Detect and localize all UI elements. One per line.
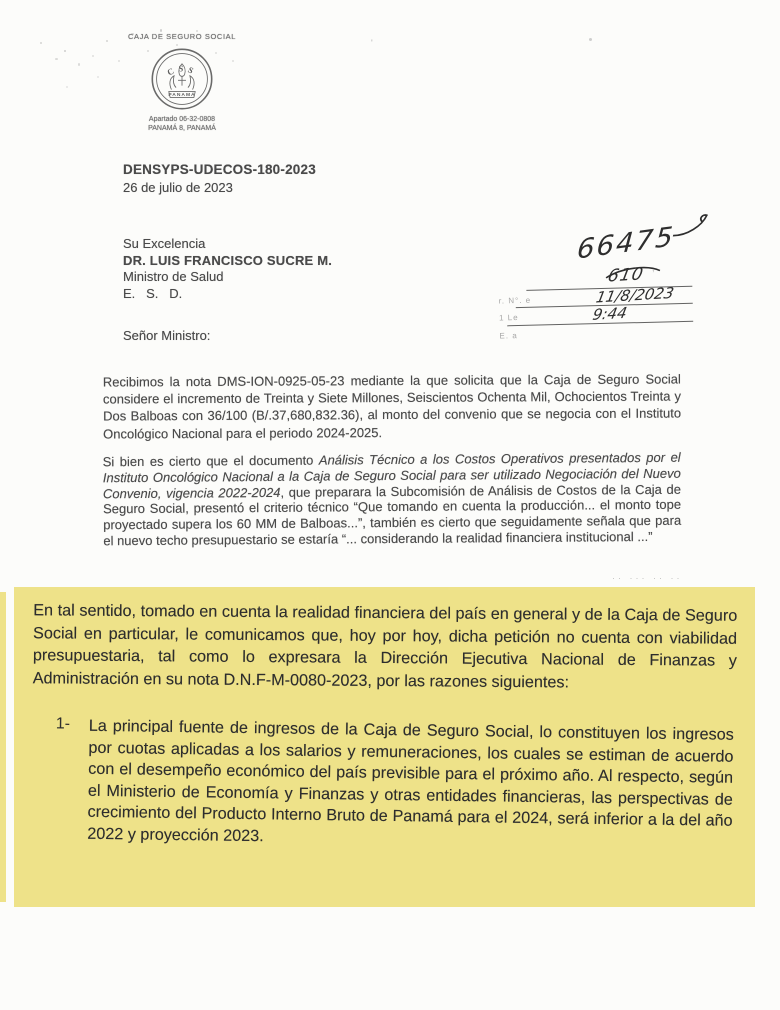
speckle [106, 40, 108, 42]
svg-text:CSS [165, 63, 198, 77]
recipient-esd: E. S. D. [123, 285, 183, 301]
stamp-value-1: 610 [606, 264, 646, 287]
speckle [64, 50, 66, 52]
highlight-list-item-1 [32, 715, 750, 855]
scan-mark: ' [371, 38, 373, 48]
body-paragraph-1: Recibimos la nota DMS-ION-0925-05-23 mediante la que solicita que la Caja de Seguro Social considere el incremento de Treinta y Siete Millones, Seiscientos Ochenta Mil, Ochocientos Treinta y Dos Balboas con 36/100 (B/.37,680,832.36), al monto del convenio que se negocia con el Instituto Oncológico Nacional para el periodo 2024-2025. [102, 371, 682, 442]
speckle [78, 63, 80, 66]
scan-artifact-dots: ·· ··· ·· ·· [612, 573, 683, 583]
list-item-text: La principal fuente de ingresos de la Caja de Seguro Social, lo constituyen los ingresos por cuotas aplicadas a los salarios y remuneraciones, los cuales se estiman de acuerdo con el desempeño económico del país previsible para el próximo año. Al respecto, según el Ministerio de Economía y Finanzas y otras entidades financieras, las perspectivas de crecimiento del Producto Interno Bruto de Panamá para el 2024, será inferior a la del año 2022 y proyección 2023. [87, 716, 734, 846]
seal-banner-text: PANAMÁ [168, 93, 196, 99]
highlight-edge-sliver [0, 592, 6, 902]
stamp-value-2: 11/8/2023 [594, 283, 676, 307]
doc-number-text: 66475 [575, 221, 676, 266]
seal-right-hand [188, 76, 194, 90]
css-seal-icon [149, 46, 215, 112]
speckle [66, 86, 68, 88]
recipient-title: Ministro de Salud [123, 269, 224, 284]
received-stamp [496, 264, 708, 352]
recipient-name: DR. LUIS FRANCISCO SUCRE M. [123, 252, 333, 268]
signature-flourish [671, 211, 714, 242]
scan-mark: , [652, 263, 655, 273]
p2-regular-1: Si bien es cierto que el documento [102, 452, 319, 470]
recipient-salutation: Su Excelencia [123, 236, 206, 251]
highlight-intro-paragraph: En tal sentido, tomado en cuenta la realidad financiera del país en general y de la Caja de Seguro Social en particular, le comunicamos que, hoy por hoy, dicha petición no cuenta con viabilidad presupuestaria, tal como lo expresara la Dirección Ejecutiva Nacional de Finanzas y Administración en su nota D.N.F-M-0080-2023, por las razones siguientes: [32, 601, 738, 691]
reference-block [123, 162, 316, 195]
speckle [97, 76, 99, 78]
recipient-block [123, 236, 332, 302]
speckle [55, 58, 58, 60]
seal-figure [178, 76, 186, 86]
highlighted-section [14, 587, 755, 907]
letterhead-address-line2: PANAMÁ 8, PANAMÁ [148, 125, 216, 132]
body-paragraph-2 [103, 450, 682, 549]
stamp-label-2: 1 Le [498, 313, 519, 323]
list-item-marker: 1- [55, 715, 71, 733]
seal-left-hand [170, 76, 176, 90]
reference-number: DENSYPS-UDECOS-180-2023 [123, 162, 316, 177]
p2-italic-title: Análisis Técnico a los Costos Operativos presentados por el Instituto Oncológico Nacional a la Caja de Seguro Social para ser utilizado Negociación del Nuevo Convenio, vigencia 2022-2024 [102, 449, 681, 501]
speckle [589, 38, 592, 41]
seal-acronym: CSS [165, 63, 199, 78]
org-name: CAJA DE SEGURO SOCIAL [127, 32, 237, 41]
greeting: Señor Ministro: [123, 328, 211, 343]
letter-date: 26 de julio de 2023 [123, 180, 233, 195]
letterhead [116, 32, 248, 133]
speckle [92, 55, 94, 57]
stamp-label-3: E. a [499, 331, 518, 341]
stamp-label-1: r. N°. e [498, 295, 532, 306]
scrawl-flourish [604, 264, 664, 279]
speckle [40, 42, 42, 44]
handwritten-doc-number [576, 221, 676, 265]
letterhead-address-line1: Apartado 06-32-0808 [148, 116, 216, 123]
stamp-value-3: 9:44 [591, 303, 629, 324]
p2-regular-2: , que preparara la Subcomisión de Análisis de Costos de la Caja de Seguro Social, presentó el criterio técnico “Que tomando en cuenta la producción... el monto tope proyectado supera los 60 MM de Balboas...”, también es cierto que seguidamente señala que para el nuevo techo presupuestario se estaría “... considerando la realidad financiera institucional ...” [103, 481, 682, 549]
